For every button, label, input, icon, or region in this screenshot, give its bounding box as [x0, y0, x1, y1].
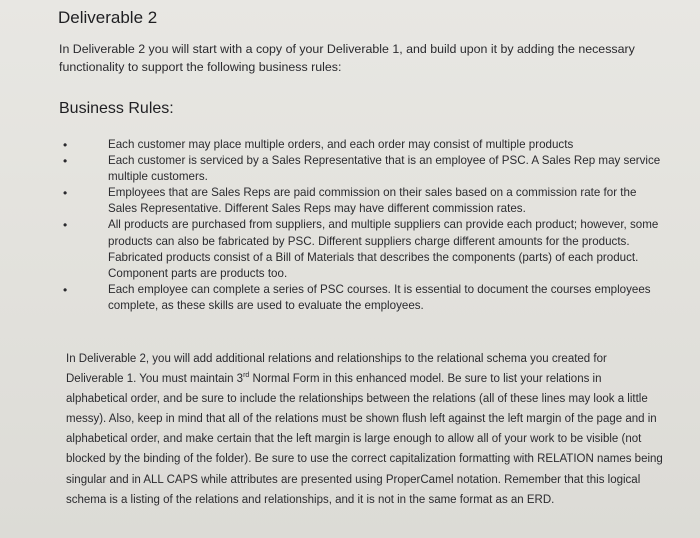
- instructions-text-start: In Deliverable 2, you will add additional relations and relationships to the relational schema you created for Deliverable 1. You must maintain 3: [66, 353, 607, 386]
- page-title: Deliverable 2: [58, 8, 158, 27]
- rule-text: Employees that are Sales Reps are paid commission on their sales based on a commission rate for the Sales Representative. Different Sales Reps may have different commission rates.: [108, 186, 637, 216]
- business-rule-item: [63, 185, 668, 217]
- bullet-icon: •: [63, 186, 68, 201]
- business-rule-item: [63, 153, 668, 185]
- bullet-icon: •: [63, 218, 68, 233]
- rule-text: All products are purchased from suppliers, and multiple suppliers can provide each product; however, some products can also be fabricated by PSC. Different suppliers charge different amounts for the products. Fabricated products consist of a Bill of Materials that describes the components (parts) of each product. Component parts are products too.: [108, 218, 659, 280]
- business-rules-heading: Business Rules:: [59, 100, 174, 117]
- instructions-paragraph: [66, 349, 666, 510]
- business-rule-item: [63, 282, 668, 314]
- rule-text: Each customer is serviced by a Sales Representative that is an employee of PSC. A Sales Rep may service multiple customers.: [108, 154, 661, 184]
- bullet-icon: •: [63, 282, 68, 297]
- rule-text: Each customer may place multiple orders, and each order may consist of multiple products: [108, 138, 574, 151]
- business-rule-item: [63, 217, 668, 281]
- bullet-icon: •: [63, 138, 68, 152]
- bullet-icon: •: [63, 154, 68, 169]
- business-rule-item: [63, 137, 668, 153]
- rule-text: Each employee can complete a series of PSC courses. It is essential to document the courses employees complete, as these skills are used to evaluate the employees.: [108, 282, 651, 312]
- business-rules-list: [0, 137, 700, 314]
- instructions-text-end: Normal Form in this enhanced model. Be sure to list your relations in alphabetical order, and be sure to include the relationships between the relations (all of these lines may look a little messy). Also, keep in mind that all of the relations must be shown flush left against the left margin of the page and in alphabetical order, and make certain that the left margin is large enough to allow all of your work to be visible (not blocked by the binding of the folder). Be sure to use the correct capitalization formatting with RELATION names being singular and in ALL CAPS while attributes are presented using ProperCamel notation. Remember that this logical schema is a listing of the relations and relationships, and it is not in the same format as an ERD.: [66, 373, 663, 506]
- intro-paragraph: In Deliverable 2 you will start with a copy of your Deliverable 1, and build upon it by adding the necessary functionality to support the following business rules:: [59, 42, 635, 74]
- ordinal-superscript: rd: [243, 372, 250, 380]
